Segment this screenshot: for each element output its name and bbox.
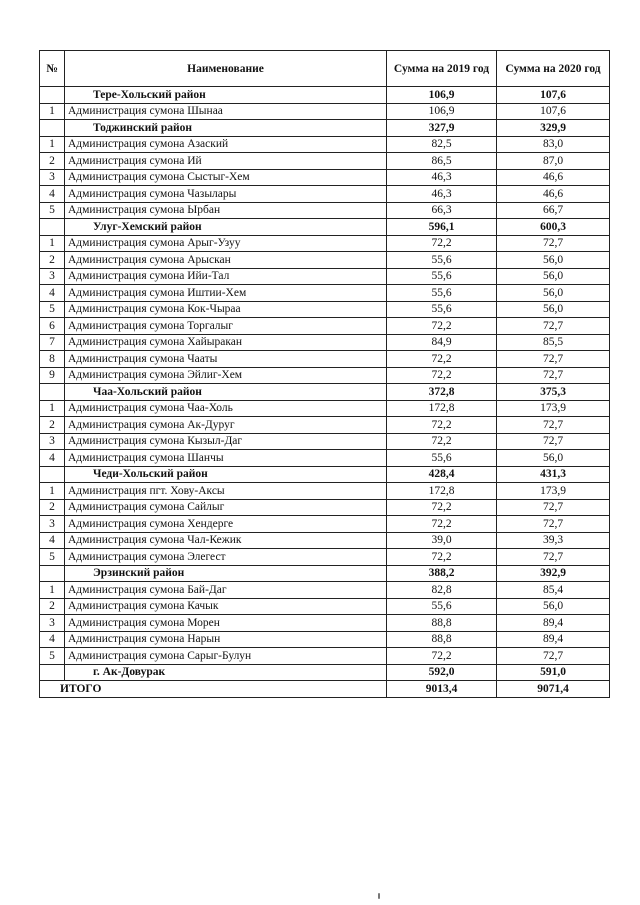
- table-row: [40, 400, 610, 417]
- row-sum-2020: 39,3: [497, 532, 610, 549]
- row-sum-2020: 56,0: [497, 252, 610, 269]
- header-number: №: [40, 51, 65, 87]
- row-number: 4: [40, 631, 65, 648]
- district-row: [40, 466, 610, 483]
- table-row: [40, 285, 610, 302]
- row-sum-2020: 107,6: [497, 87, 610, 104]
- total-sum-2019: 9013,4: [387, 681, 497, 698]
- table-row: [40, 532, 610, 549]
- row-sum-2020: 72,7: [497, 235, 610, 252]
- row-number: 5: [40, 549, 65, 566]
- row-name: Администрация сумона Арыг-Узуу: [65, 235, 387, 252]
- row-sum-2020: 72,7: [497, 367, 610, 384]
- row-name: Администрация сумона Сайлыг: [65, 499, 387, 516]
- header-sum-2020: Сумма на 2020 год: [497, 51, 610, 87]
- row-name: Администрация сумона Качык: [65, 598, 387, 615]
- row-number: 7: [40, 334, 65, 351]
- row-number: [40, 384, 65, 401]
- row-number: 5: [40, 301, 65, 318]
- row-number: 8: [40, 351, 65, 368]
- row-name: Администрация сумона Кызыл-Даг: [65, 433, 387, 450]
- row-number: [40, 219, 65, 236]
- table-row: [40, 235, 610, 252]
- row-sum-2020: 72,7: [497, 318, 610, 335]
- row-name: Администрация сумона Торгалыг: [65, 318, 387, 335]
- row-sum-2019: 55,6: [387, 301, 497, 318]
- table-row: [40, 499, 610, 516]
- row-sum-2019: 39,0: [387, 532, 497, 549]
- district-row: [40, 384, 610, 401]
- row-number: [40, 664, 65, 681]
- row-name: Администрация сумона Хайыракан: [65, 334, 387, 351]
- row-sum-2020: 56,0: [497, 450, 610, 467]
- row-name: Администрация сумона Морен: [65, 615, 387, 632]
- table-row: [40, 648, 610, 665]
- row-name: Администрация сумона Чал-Кежик: [65, 532, 387, 549]
- table-row: [40, 202, 610, 219]
- row-name: Администрация сумона Элегест: [65, 549, 387, 566]
- row-number: 3: [40, 615, 65, 632]
- row-number: 4: [40, 285, 65, 302]
- row-sum-2019: 388,2: [387, 565, 497, 582]
- row-sum-2019: 88,8: [387, 631, 497, 648]
- table-row: [40, 252, 610, 269]
- row-name: Администрация сумона Нарын: [65, 631, 387, 648]
- row-number: 4: [40, 186, 65, 203]
- row-name: Администрация сумона Эйлиг-Хем: [65, 367, 387, 384]
- row-number: 4: [40, 450, 65, 467]
- row-number: 3: [40, 433, 65, 450]
- row-sum-2020: 89,4: [497, 615, 610, 632]
- table-row: [40, 483, 610, 500]
- row-sum-2019: 106,9: [387, 87, 497, 104]
- row-sum-2019: 72,2: [387, 516, 497, 533]
- row-sum-2019: 72,2: [387, 367, 497, 384]
- row-name: Администрация сумона Хендерге: [65, 516, 387, 533]
- row-number: 2: [40, 252, 65, 269]
- row-sum-2020: 329,9: [497, 120, 610, 137]
- row-sum-2019: 72,2: [387, 417, 497, 434]
- row-name: Чаа-Хольский район: [65, 384, 387, 401]
- row-sum-2019: 72,2: [387, 235, 497, 252]
- row-sum-2019: 46,3: [387, 186, 497, 203]
- row-number: 2: [40, 598, 65, 615]
- total-row: [40, 681, 610, 698]
- row-sum-2020: 56,0: [497, 268, 610, 285]
- row-sum-2019: 372,8: [387, 384, 497, 401]
- row-sum-2020: 72,7: [497, 516, 610, 533]
- row-sum-2020: 89,4: [497, 631, 610, 648]
- row-sum-2019: 55,6: [387, 268, 497, 285]
- table-row: [40, 598, 610, 615]
- row-name: Администрация сумона Сарыг-Булун: [65, 648, 387, 665]
- row-name: Администрация сумона Ий: [65, 153, 387, 170]
- row-sum-2020: 46,6: [497, 186, 610, 203]
- row-sum-2019: 172,8: [387, 400, 497, 417]
- row-name: Эрзинский район: [65, 565, 387, 582]
- row-sum-2020: 83,0: [497, 136, 610, 153]
- row-sum-2019: 55,6: [387, 285, 497, 302]
- row-sum-2020: 72,7: [497, 648, 610, 665]
- row-sum-2019: 596,1: [387, 219, 497, 236]
- row-sum-2019: 66,3: [387, 202, 497, 219]
- row-sum-2019: 82,8: [387, 582, 497, 599]
- row-sum-2020: 600,3: [497, 219, 610, 236]
- row-number: 1: [40, 483, 65, 500]
- row-name: Администрация сумона Шынаа: [65, 103, 387, 120]
- row-number: 9: [40, 367, 65, 384]
- table-row: [40, 417, 610, 434]
- table-row: [40, 301, 610, 318]
- row-sum-2020: 72,7: [497, 433, 610, 450]
- row-sum-2019: 106,9: [387, 103, 497, 120]
- row-name: Администрация сумона Сыстыг-Хем: [65, 169, 387, 186]
- row-name: Администрация сумона Ырбан: [65, 202, 387, 219]
- row-sum-2020: 392,9: [497, 565, 610, 582]
- total-sum-2020: 9071,4: [497, 681, 610, 698]
- row-name: Администрация сумона Шанчы: [65, 450, 387, 467]
- row-sum-2019: 88,8: [387, 615, 497, 632]
- table-row: [40, 268, 610, 285]
- row-sum-2020: 56,0: [497, 285, 610, 302]
- row-sum-2019: 72,2: [387, 648, 497, 665]
- row-sum-2019: 428,4: [387, 466, 497, 483]
- row-number: [40, 466, 65, 483]
- row-sum-2019: 72,2: [387, 318, 497, 335]
- table-row: [40, 433, 610, 450]
- row-sum-2020: 56,0: [497, 598, 610, 615]
- row-number: 5: [40, 202, 65, 219]
- table-row: [40, 153, 610, 170]
- row-sum-2020: 72,7: [497, 549, 610, 566]
- row-sum-2019: 86,5: [387, 153, 497, 170]
- row-name: Администрация сумона Азаский: [65, 136, 387, 153]
- row-sum-2020: 85,4: [497, 582, 610, 599]
- row-sum-2019: 72,2: [387, 351, 497, 368]
- row-sum-2019: 592,0: [387, 664, 497, 681]
- row-sum-2020: 72,7: [497, 499, 610, 516]
- row-sum-2020: 72,7: [497, 351, 610, 368]
- row-sum-2019: 46,3: [387, 169, 497, 186]
- row-number: 1: [40, 582, 65, 599]
- row-sum-2019: 172,8: [387, 483, 497, 500]
- table-row: [40, 186, 610, 203]
- row-name: Тере-Хольский район: [65, 87, 387, 104]
- row-sum-2019: 84,9: [387, 334, 497, 351]
- row-sum-2019: 55,6: [387, 598, 497, 615]
- district-row: [40, 219, 610, 236]
- table-row: [40, 136, 610, 153]
- table-row: [40, 582, 610, 599]
- row-sum-2019: 72,2: [387, 499, 497, 516]
- district-row: [40, 664, 610, 681]
- row-name: Администрация сумона Иштии-Хем: [65, 285, 387, 302]
- row-name: г. Ак-Довурак: [65, 664, 387, 681]
- row-name: Администрация сумона Чаа-Холь: [65, 400, 387, 417]
- table-body: [40, 87, 610, 681]
- row-sum-2020: 72,7: [497, 417, 610, 434]
- row-number: 1: [40, 400, 65, 417]
- row-sum-2020: 87,0: [497, 153, 610, 170]
- table-row: [40, 103, 610, 120]
- row-number: 4: [40, 532, 65, 549]
- row-name: Администрация пгт. Хову-Аксы: [65, 483, 387, 500]
- district-row: [40, 87, 610, 104]
- row-sum-2020: 56,0: [497, 301, 610, 318]
- row-sum-2019: 55,6: [387, 450, 497, 467]
- row-sum-2020: 431,3: [497, 466, 610, 483]
- row-number: 1: [40, 136, 65, 153]
- row-sum-2020: 173,9: [497, 400, 610, 417]
- total-label: ИТОГО: [40, 681, 387, 698]
- table-row: [40, 516, 610, 533]
- table-row: [40, 334, 610, 351]
- row-sum-2020: 66,7: [497, 202, 610, 219]
- table-row: [40, 351, 610, 368]
- scan-mark: [378, 893, 380, 899]
- row-number: 6: [40, 318, 65, 335]
- district-row: [40, 120, 610, 137]
- row-number: 3: [40, 169, 65, 186]
- row-sum-2020: 375,3: [497, 384, 610, 401]
- row-number: [40, 565, 65, 582]
- row-name: Администрация сумона Ак-Дуруг: [65, 417, 387, 434]
- row-sum-2019: 55,6: [387, 252, 497, 269]
- table-row: [40, 631, 610, 648]
- row-name: Администрация сумона Чазылары: [65, 186, 387, 203]
- table-row: [40, 169, 610, 186]
- row-number: 1: [40, 235, 65, 252]
- table-row: [40, 367, 610, 384]
- row-sum-2019: 327,9: [387, 120, 497, 137]
- row-name: Улуг-Хемский район: [65, 219, 387, 236]
- header-name: Наименование: [65, 51, 387, 87]
- row-sum-2020: 591,0: [497, 664, 610, 681]
- row-number: [40, 87, 65, 104]
- row-sum-2020: 107,6: [497, 103, 610, 120]
- row-name: Администрация сумона Арыскан: [65, 252, 387, 269]
- row-number: 1: [40, 103, 65, 120]
- row-name: Администрация сумона Бай-Даг: [65, 582, 387, 599]
- row-name: Администрация сумона Кок-Чыраа: [65, 301, 387, 318]
- table-row: [40, 615, 610, 632]
- table-header-row: [40, 51, 610, 87]
- row-sum-2020: 46,6: [497, 169, 610, 186]
- row-number: [40, 120, 65, 137]
- row-name: Тоджинский район: [65, 120, 387, 137]
- header-sum-2019: Сумма на 2019 год: [387, 51, 497, 87]
- row-number: 2: [40, 499, 65, 516]
- table-row: [40, 318, 610, 335]
- table-row: [40, 450, 610, 467]
- row-number: 2: [40, 417, 65, 434]
- row-sum-2019: 72,2: [387, 549, 497, 566]
- row-sum-2019: 72,2: [387, 433, 497, 450]
- row-number: 2: [40, 153, 65, 170]
- district-row: [40, 565, 610, 582]
- row-name: Администрация сумона Чааты: [65, 351, 387, 368]
- row-sum-2019: 82,5: [387, 136, 497, 153]
- budget-table: [39, 50, 610, 698]
- row-name: Администрация сумона Ийи-Тал: [65, 268, 387, 285]
- row-sum-2020: 85,5: [497, 334, 610, 351]
- table-row: [40, 549, 610, 566]
- row-number: 5: [40, 648, 65, 665]
- row-number: 3: [40, 516, 65, 533]
- row-number: 3: [40, 268, 65, 285]
- row-name: Чеди-Хольский район: [65, 466, 387, 483]
- row-sum-2020: 173,9: [497, 483, 610, 500]
